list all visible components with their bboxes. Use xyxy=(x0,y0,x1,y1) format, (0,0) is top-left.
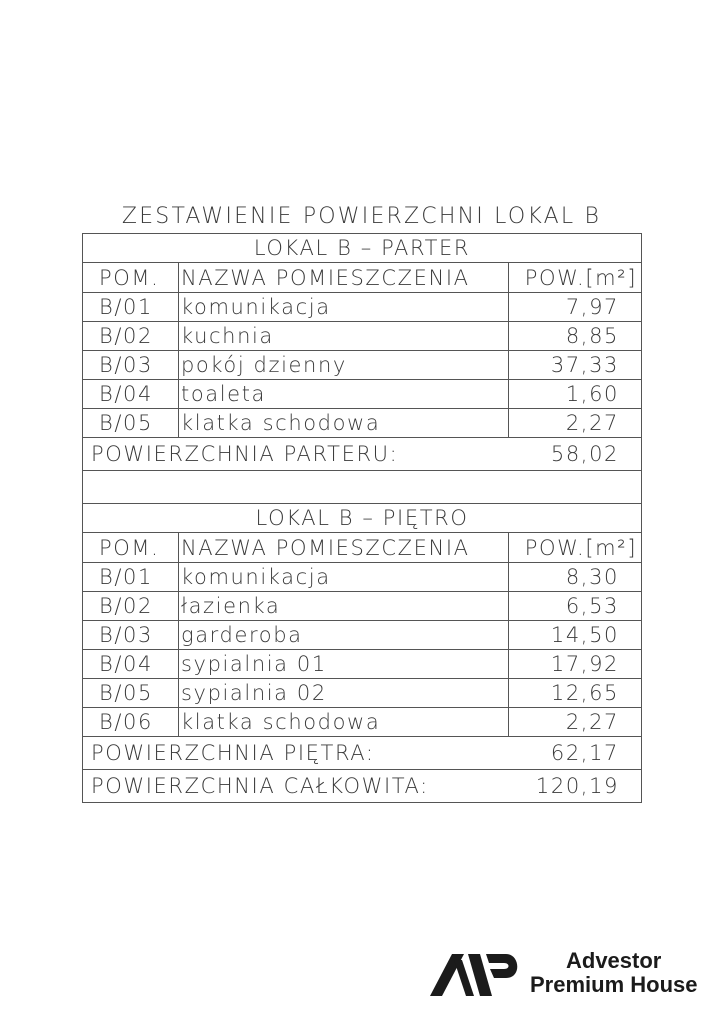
table-row xyxy=(83,563,641,592)
room-area: 2,27 xyxy=(565,411,619,435)
table-row xyxy=(83,621,641,650)
table-row xyxy=(83,409,641,438)
subtotal-value: 58,02 xyxy=(550,442,619,466)
column-header-nazwa: NAZWA POMIESZCZENIA xyxy=(179,533,509,562)
spacer-row xyxy=(83,471,641,504)
page-title: ZESTAWIENIE POWIERZCHNI LOKAL B xyxy=(121,204,602,229)
room-name: komunikacja xyxy=(179,293,509,321)
subtotal-label: POWIERZCHNIA PIĘTRA: xyxy=(91,741,375,765)
room-name: garderoba xyxy=(179,621,509,649)
section-heading-label: LOKAL B – PARTER xyxy=(253,236,471,260)
room-number: B/02 xyxy=(83,592,179,620)
subtotal-label: POWIERZCHNIA PARTERU: xyxy=(91,442,399,466)
room-name: sypialnia 01 xyxy=(179,650,509,678)
column-header-pow: POW.[m²] xyxy=(524,265,637,290)
table-row xyxy=(83,592,641,621)
column-header-pom: POM. xyxy=(83,263,179,292)
total-value: 120,19 xyxy=(535,774,619,798)
total-row xyxy=(83,770,641,802)
room-area: 1,60 xyxy=(565,382,619,406)
room-name: pokój dzienny xyxy=(179,351,509,379)
room-number: B/04 xyxy=(83,380,179,408)
room-area: 7,97 xyxy=(565,295,619,319)
room-area: 14,50 xyxy=(550,623,619,647)
room-name: łazienka xyxy=(179,592,509,620)
section-heading-parter xyxy=(83,234,641,263)
brand-logo xyxy=(428,948,718,1000)
room-name: klatka schodowa xyxy=(179,708,509,736)
room-name: sypialnia 02 xyxy=(179,679,509,707)
room-area: 37,33 xyxy=(550,353,619,377)
room-area: 2,27 xyxy=(565,710,619,734)
table-row xyxy=(83,380,641,409)
table-row xyxy=(83,351,641,380)
column-header-pow: POW.[m²] xyxy=(524,535,637,560)
brand-name-line2: Premium House xyxy=(530,972,698,997)
area-table xyxy=(82,233,642,803)
table-row xyxy=(83,650,641,679)
room-number: B/04 xyxy=(83,650,179,678)
room-name: komunikacja xyxy=(179,563,509,591)
subtotal-row-pietro xyxy=(83,737,641,770)
room-number: B/03 xyxy=(83,351,179,379)
room-number: B/05 xyxy=(83,679,179,707)
column-header-row xyxy=(83,263,641,293)
column-header-pom: POM. xyxy=(83,533,179,562)
ap-logo-icon xyxy=(428,950,524,998)
total-label: POWIERZCHNIA CAŁKOWITA: xyxy=(91,774,429,798)
room-name: kuchnia xyxy=(179,322,509,350)
table-row xyxy=(83,679,641,708)
room-area: 8,30 xyxy=(565,565,619,589)
table-row xyxy=(83,322,641,351)
section-heading-pietro xyxy=(83,504,641,533)
room-area: 17,92 xyxy=(550,652,619,676)
room-number: B/02 xyxy=(83,322,179,350)
brand-name-line1: Advestor xyxy=(566,948,662,973)
section-heading-label: LOKAL B – PIĘTRO xyxy=(255,506,469,530)
table-row xyxy=(83,708,641,737)
subtotal-row-parter xyxy=(83,438,641,471)
room-number: B/01 xyxy=(83,563,179,591)
subtotal-value: 62,17 xyxy=(550,741,619,765)
room-number: B/01 xyxy=(83,293,179,321)
room-name: toaleta xyxy=(179,380,509,408)
room-number: B/03 xyxy=(83,621,179,649)
room-area: 8,85 xyxy=(565,324,619,348)
room-area: 12,65 xyxy=(550,681,619,705)
room-area: 6,53 xyxy=(565,594,619,618)
room-number: B/06 xyxy=(83,708,179,736)
column-header-row xyxy=(83,533,641,563)
room-number: B/05 xyxy=(83,409,179,437)
column-header-nazwa: NAZWA POMIESZCZENIA xyxy=(179,263,509,292)
room-name: klatka schodowa xyxy=(179,409,509,437)
table-row xyxy=(83,293,641,322)
